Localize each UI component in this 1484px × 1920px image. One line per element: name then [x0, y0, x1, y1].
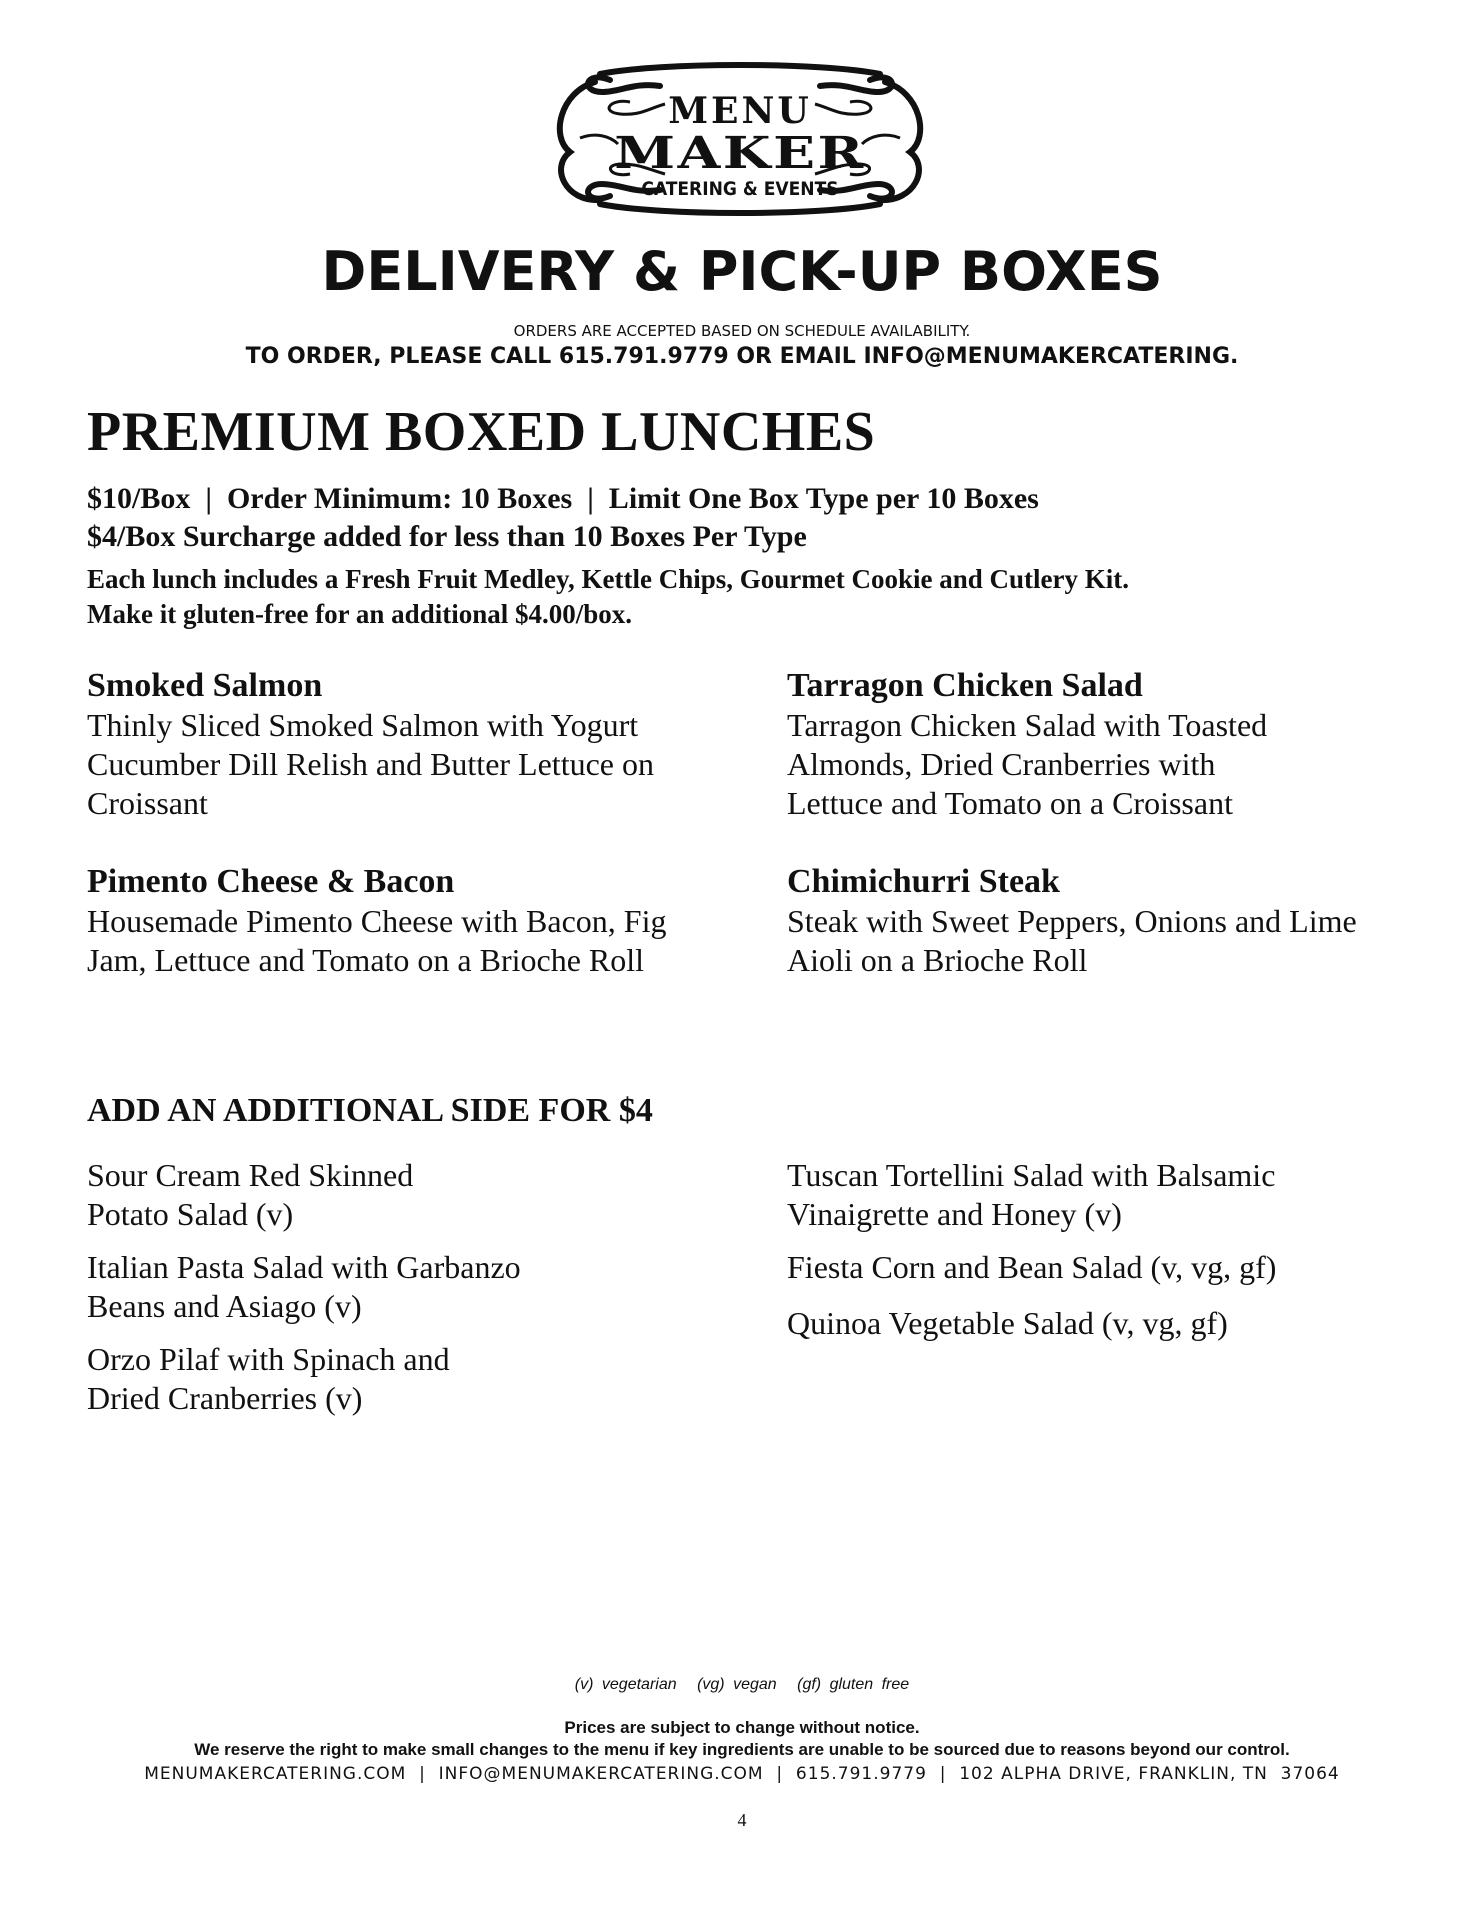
lunch-item-description: Steak with Sweet Peppers, Onions and Lime Aioli on a Brioche Roll	[787, 903, 1357, 978]
legend-vegan: (vg) vegan	[697, 1676, 777, 1693]
side-item: Sour Cream Red Skinned Potato Salad (v)	[87, 1157, 414, 1232]
surcharge-line: $4/Box Surcharge added for less than 10 Boxes Per Type	[87, 520, 807, 553]
lunch-item-description: Housemade Pimento Cheese with Bacon, Fig Jam, Lettuce and Tomato on a Brioche Roll	[87, 903, 667, 978]
lunch-item-name: Smoked Salmon	[87, 667, 323, 704]
side-item: Italian Pasta Salad with Garbanzo Beans and Asiago (v)	[87, 1249, 521, 1324]
logo-maker-text: MAKER	[614, 128, 866, 179]
lunch-item	[87, 862, 707, 980]
page-number: 4	[737, 1810, 747, 1830]
lunch-item-name: Pimento Cheese & Bacon	[87, 863, 455, 900]
dietary-legend	[0, 1676, 1484, 1694]
lunch-item-name: Tarragon Chicken Salad	[787, 667, 1143, 704]
lunch-item-description: Thinly Sliced Smoked Salmon with Yogurt Cucumber Dill Relish and Butter Lettuce on Croissant	[87, 707, 654, 821]
pricing-info	[87, 480, 1039, 556]
menu-maker-logo	[540, 52, 940, 224]
lunch-item	[787, 862, 1407, 980]
footer-contact: MENUMAKERCATERING.COM | INFO@MENUMAKERCATERING.COM | 615.791.9779 | 102 ALPHA DRIVE, FRANKLIN, TN 37064	[144, 1764, 1340, 1784]
section-title: PREMIUM BOXED LUNCHES	[87, 401, 876, 463]
sides-title: ADD AN ADDITIONAL SIDE FOR $4	[87, 1092, 653, 1129]
pricing-line: $10/Box | Order Minimum: 10 Boxes | Limit One Box Type per 10 Boxes	[87, 482, 1039, 515]
includes-info	[87, 562, 1427, 632]
lunch-item-name: Chimichurri Steak	[787, 863, 1060, 900]
menu-change-disclaimer: We reserve the right to make small changes to the menu if key ingredients are unable to be sourced due to reasons beyond our control.	[194, 1740, 1290, 1759]
side-item: Fiesta Corn and Bean Salad (v, vg, gf)	[787, 1249, 1277, 1285]
side-item: Orzo Pilaf with Spinach and Dried Cranberries (v)	[87, 1341, 450, 1416]
side-item: Quinoa Vegetable Salad (v, vg, gf)	[787, 1305, 1228, 1341]
order-contact-line: TO ORDER, PLEASE CALL 615.791.9779 OR EMAIL INFO@MENUMAKERCATERING.	[245, 344, 1239, 369]
side-item: Tuscan Tortellini Salad with Balsamic Vinaigrette and Honey (v)	[787, 1157, 1276, 1232]
lunch-item-description: Tarragon Chicken Salad with Toasted Almonds, Dried Cranberries with Lettuce and Tomato on a Croissant	[787, 707, 1268, 821]
page-title: DELIVERY & PICK-UP BOXES	[321, 240, 1163, 303]
availability-note: ORDERS ARE ACCEPTED BASED ON SCHEDULE AVAILABILITY.	[513, 322, 971, 340]
legend-vegetarian: (v) vegetarian	[574, 1676, 677, 1693]
lunch-item	[787, 666, 1407, 823]
logo-menu-text: MENU	[668, 90, 812, 132]
legend-gluten-free: (gf) gluten free	[797, 1676, 910, 1693]
price-disclaimer: Prices are subject to change without notice.	[564, 1718, 920, 1737]
gluten-free-line: Make it gluten-free for an additional $4.00/box.	[87, 599, 632, 629]
includes-line: Each lunch includes a Fresh Fruit Medley, Kettle Chips, Gourmet Cookie and Cutlery Kit.	[87, 564, 1129, 594]
lunch-item	[87, 666, 707, 823]
logo-subtitle: CATERING & EVENTS	[641, 178, 839, 200]
